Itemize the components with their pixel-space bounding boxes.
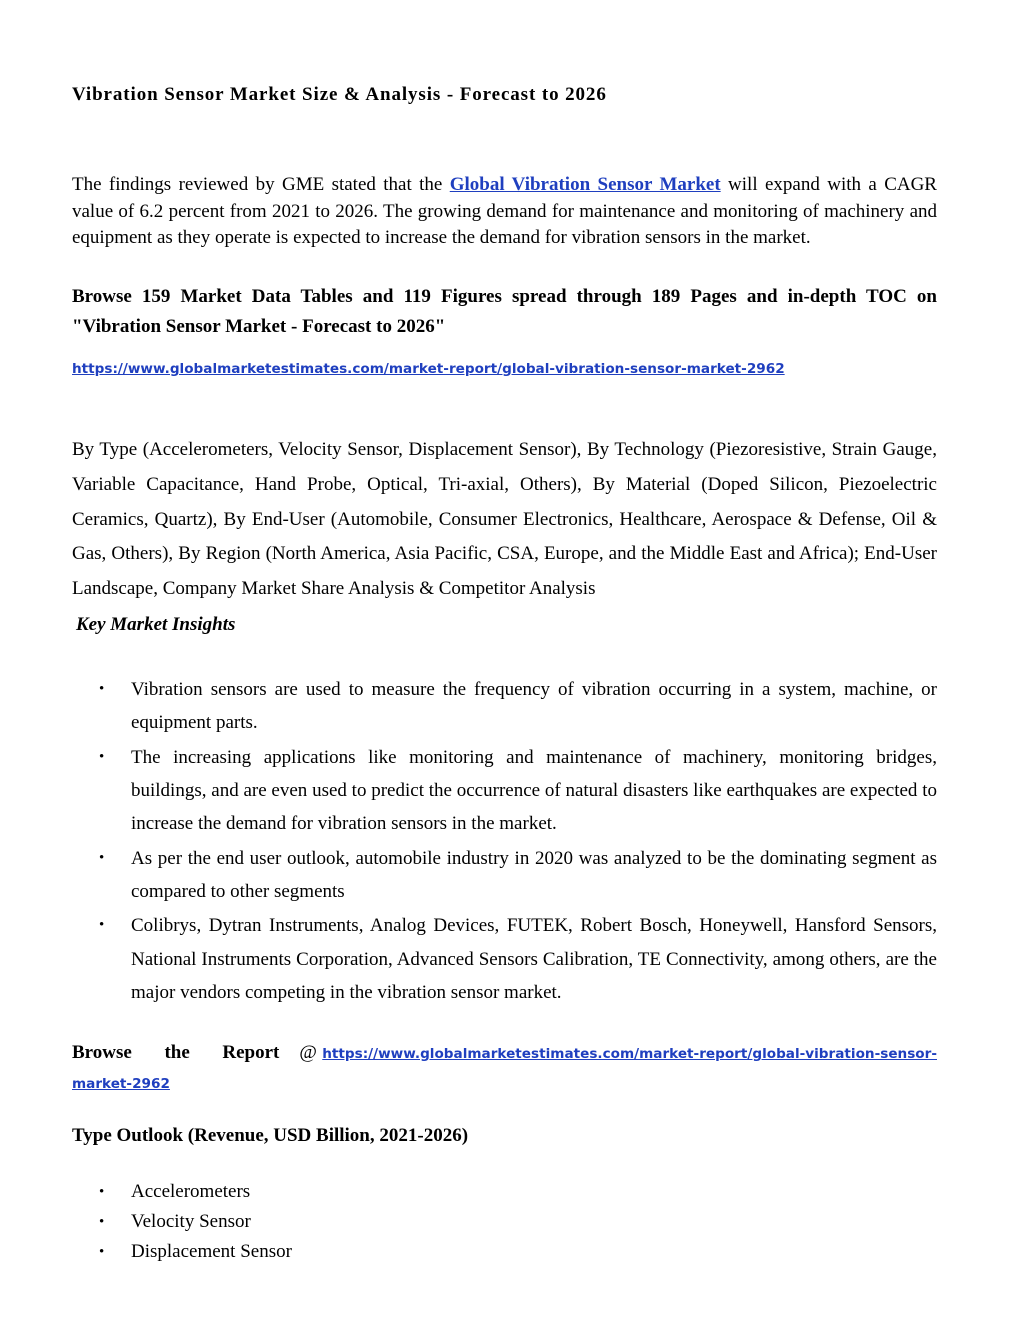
global-vibration-sensor-market-link[interactable]: Global Vibration Sensor Market bbox=[449, 174, 721, 195]
bullet-icon: • bbox=[99, 849, 105, 866]
segmentation-paragraph: By Type (Accelerometers, Velocity Sensor, Displacement Sensor), By Technology (Piezoresistive, Strain Gauge, Variable Capacitance, Hand Probe, Optical, Tri-axial, Others), By Material (Doped Silicon, Piezoelectric Ceramics, Quartz), By End-User (Automobile, Consumer Electronics, Healthcare, Aerospace & Defense, Oil & Gas, Others), By Region (North America, Asia Pacific, CSA, Europe, and the Middle East and Africa); End-User Landscape, Company Market Share Analysis & Competitor Analysis bbox=[72, 439, 937, 600]
bullet-icon: • bbox=[99, 1184, 105, 1200]
browse-word: Browse bbox=[72, 1042, 132, 1063]
browse-report-url-link-continued[interactable]: market-2962 bbox=[72, 1076, 170, 1092]
list-item bbox=[72, 909, 937, 1009]
insight-text: Colibrys, Dytran Instruments, Analog Devices, FUTEK, Robert Bosch, Honeywell, Hansford Sensors, National Instruments Corporation, Advanced Sensors Calibration, TE Connectivity, among others, are the major vendors competing in the vibration sensor market. bbox=[131, 915, 937, 1003]
bullet-icon: • bbox=[99, 748, 105, 765]
type-item-text: Velocity Sensor bbox=[131, 1211, 251, 1232]
page-title: Vibration Sensor Market Size & Analysis - Forecast to 2026 bbox=[72, 84, 607, 105]
browse-tables-statement bbox=[72, 282, 937, 342]
insight-text: Vibration sensors are used to measure the frequency of vibration occurring in a system, machine, or equipment parts. bbox=[131, 679, 937, 734]
insight-text: As per the end user outlook, automobile industry in 2020 was analyzed to be the dominating segment as compared to other segments bbox=[131, 847, 937, 902]
report-word: Report bbox=[222, 1042, 280, 1063]
type-item-text: Accelerometers bbox=[131, 1181, 251, 1202]
bullet-icon: • bbox=[99, 681, 105, 697]
list-item bbox=[72, 741, 937, 841]
bullet-icon: • bbox=[99, 1214, 105, 1230]
browse-report-line bbox=[72, 1038, 937, 1099]
type-item-text: Displacement Sensor bbox=[131, 1241, 292, 1262]
list-item bbox=[72, 1207, 937, 1237]
key-insights-list bbox=[72, 673, 937, 1010]
browse-tables-line2: "Vibration Sensor Market - Forecast to 2026" bbox=[72, 316, 446, 337]
bullet-icon: • bbox=[99, 1244, 105, 1260]
list-item bbox=[72, 673, 937, 739]
report-url-link[interactable]: https://www.globalmarketestimates.com/market-report/global-vibration-sensor-market-2962 bbox=[72, 361, 785, 377]
list-item bbox=[72, 842, 937, 908]
bullet-icon: • bbox=[99, 917, 105, 934]
type-outlook-heading: Type Outlook (Revenue, USD Billion, 2021-2026) bbox=[72, 1125, 469, 1146]
list-item bbox=[72, 1237, 937, 1267]
intro-text-after: will expand with a CAGR value of 6.2 percent from 2021 to 2026. The growing demand for maintenance and monitoring of machinery and equipment as they operate is expected to increase the demand for vibration sensors in the market. bbox=[72, 174, 937, 248]
key-market-insights-heading: Key Market Insights bbox=[76, 614, 236, 635]
at-symbol: @ bbox=[299, 1042, 317, 1063]
list-item bbox=[72, 1177, 937, 1207]
the-word: the bbox=[164, 1042, 190, 1063]
type-outlook-list bbox=[72, 1177, 937, 1267]
browse-report-url-link[interactable]: https://www.globalmarketestimates.com/market-report/global-vibration-sensor- bbox=[322, 1046, 937, 1062]
browse-tables-line1: Browse 159 Market Data Tables and 119 Figures spread through 189 Pages and in-depth TOC on bbox=[72, 286, 937, 307]
intro-text-before: The findings reviewed by GME stated that the bbox=[72, 174, 450, 195]
intro-paragraph bbox=[72, 172, 937, 252]
insight-text: The increasing applications like monitoring and maintenance of machinery, monitoring bridges, buildings, and are even used to predict the occurrence of natural disasters like earthquakes are expected to increase the demand for vibration sensors in the market. bbox=[131, 746, 937, 835]
